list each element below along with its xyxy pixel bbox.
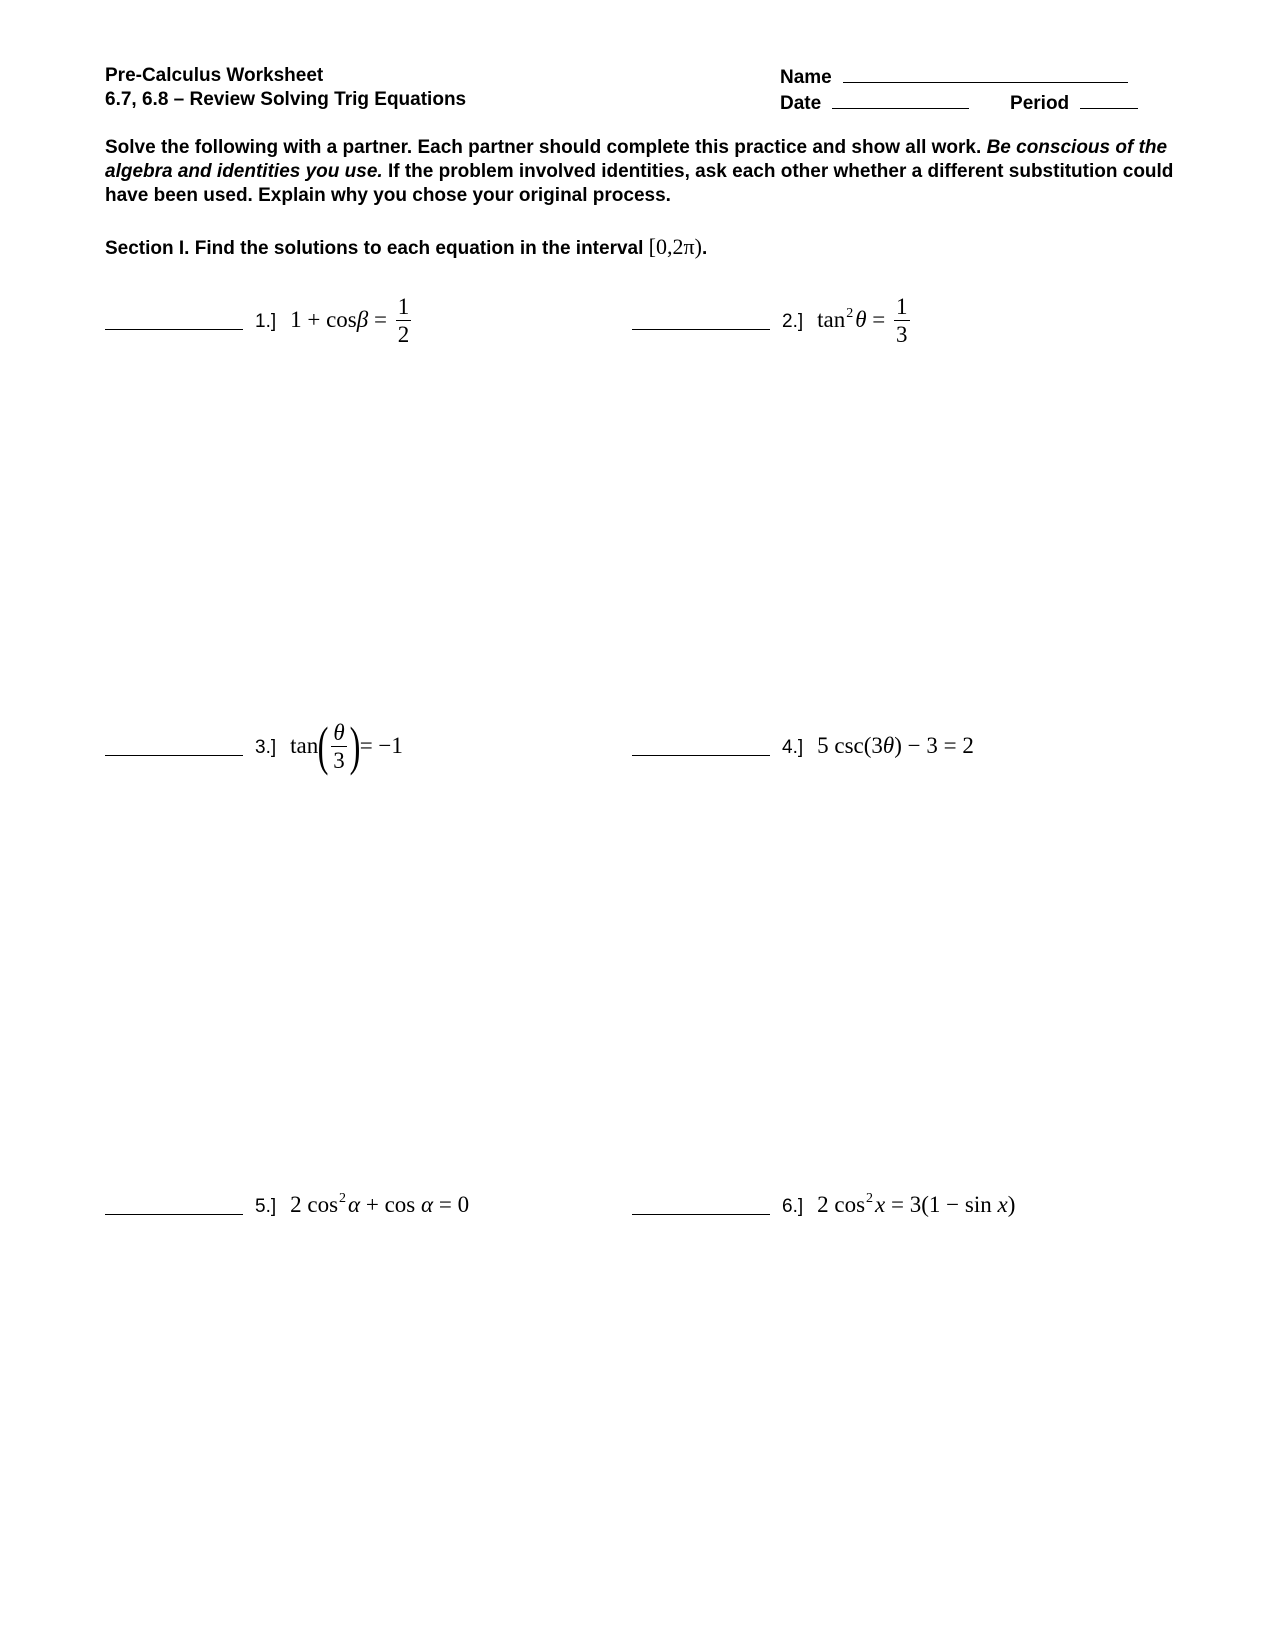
period-label: Period [1010,93,1070,114]
fraction [396,295,412,346]
answer-blank[interactable] [632,755,770,756]
function: tan [290,733,319,758]
denominator: 3 [333,747,345,773]
name-field[interactable] [843,64,1128,83]
equation-part: 2 cos [290,1192,339,1217]
answer-blank[interactable] [632,329,770,330]
variable: x [875,1192,886,1217]
instructions-text-2: If the problem involved identities, ask each other whether a different substitution could have been used. Explain why you chose your original process. [105,161,1174,206]
equation [817,295,912,346]
problem-3 [105,706,403,786]
worksheet-title: Pre-Calculus Worksheet [105,65,324,86]
function: tan [817,307,846,332]
denominator: 2 [397,321,410,347]
equation [290,716,403,776]
answer-blank[interactable] [105,1214,243,1215]
date-period-row [780,90,1138,116]
period-field[interactable] [1080,90,1138,109]
equation [817,733,974,759]
date-field[interactable] [832,90,969,109]
interval: [0,2π) [648,234,702,259]
problem-number: 1.] [255,311,277,332]
fraction [331,721,347,772]
equation [817,1192,1015,1218]
exponent: 2 [866,1191,874,1206]
problem-number: 4.] [782,737,804,758]
problem-number: 2.] [782,311,804,332]
variable: α [348,1192,361,1217]
problem-5 [105,1165,469,1245]
worksheet-subtitle: 6.7, 6.8 – Review Solving Trig Equations [105,89,467,110]
equation-part: 2 cos [817,1192,866,1217]
problem-4 [632,706,974,786]
variable: x [997,1192,1008,1217]
equation-part: 5 csc(3 [817,733,883,758]
worksheet-header [105,64,466,112]
variable: β [356,307,369,332]
instructions [105,136,1185,208]
equation-part: = 3(1 − sin [885,1192,998,1217]
name-row [780,64,1138,90]
equation-part: ) [1007,1192,1016,1217]
problem-number: 3.] [255,737,277,758]
instructions-italic: Be conscious of the algebra and identities you use. [105,137,1168,182]
equation-rhs: = −1 [359,733,403,758]
problem-2 [632,280,913,360]
name-label: Name [780,67,832,88]
exponent: 2 [846,306,854,321]
numerator: 1 [896,293,908,319]
section-period: . [701,238,708,259]
student-info [780,64,1138,116]
problem-number: 6.] [782,1196,804,1217]
section-heading [105,234,707,262]
equation [290,1192,469,1218]
equals: = [368,307,393,332]
answer-blank[interactable] [105,755,243,756]
instructions-text-1: Solve the following with a partner. Each partner should complete this practice and show all work. [105,137,987,158]
equation-lhs: 1 + cos [290,307,357,332]
problem-1 [105,280,414,360]
section-label: Section I. Find the solutions to each equation in the interval [105,238,649,259]
variable: θ [882,733,895,758]
variable: α [421,1192,434,1217]
problem-6 [632,1165,1015,1245]
answer-blank[interactable] [632,1214,770,1215]
denominator: 3 [896,321,908,347]
exponent: 2 [339,1191,347,1206]
numerator: 1 [397,293,410,319]
equals: = [866,307,892,332]
variable: θ [855,307,867,332]
answer-blank[interactable] [105,329,243,330]
right-paren: ) [349,716,361,776]
equation [290,295,414,346]
fraction [894,295,910,346]
date-label: Date [780,93,822,114]
equation-part: = 0 [433,1192,470,1217]
numerator: θ [333,719,345,745]
equation-part: ) − 3 = 2 [894,733,974,758]
equation-part: + cos [360,1192,422,1217]
left-paren: ( [317,716,329,776]
problem-number: 5.] [255,1196,277,1217]
